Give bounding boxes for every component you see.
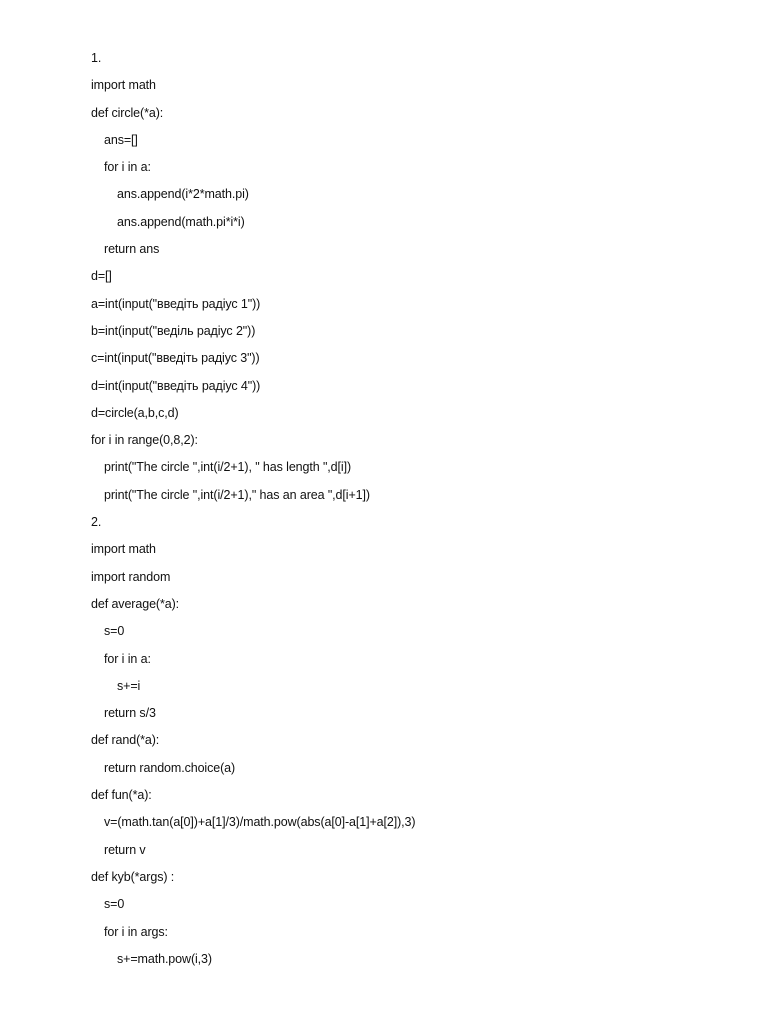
code-line: ans.append(i*2*math.pi)	[117, 187, 249, 202]
code-line: import random	[91, 569, 171, 584]
code-line: import math	[91, 542, 156, 557]
code-line: s+=i	[117, 678, 141, 693]
code-line: for i in a:	[104, 651, 151, 666]
code-line: print("The circle ",int(i/2+1), " has length ",d[i])	[104, 460, 352, 475]
code-line: v=(math.tan(a[0])+a[1]/3)/math.pow(abs(a[0]-a[1]+a[2]),3)	[104, 815, 416, 830]
code-line: s+=math.pow(i,3)	[117, 951, 212, 966]
code-line: b=int(input("веділь радіус 2"))	[91, 323, 256, 338]
code-listing	[91, 45, 741, 973]
code-line: return s/3	[104, 706, 156, 721]
code-line: s=0	[104, 897, 125, 912]
code-line: ans.append(math.pi*i*i)	[117, 214, 245, 229]
code-line: def fun(*a):	[91, 788, 152, 803]
code-line: def circle(*a):	[91, 105, 164, 120]
code-line: return ans	[104, 242, 160, 257]
code-line: print("The circle ",int(i/2+1)," has an area ",d[i+1])	[104, 487, 370, 502]
code-line: ans=[]	[104, 132, 138, 147]
code-line: 1.	[91, 51, 102, 65]
code-line: return random.choice(a)	[104, 760, 236, 775]
code-line: d=int(input("введіть радіус 4"))	[91, 378, 261, 393]
code-line: d=circle(a,b,c,d)	[91, 405, 179, 420]
code-line: c=int(input("введіть радіус 3"))	[91, 351, 260, 366]
code-line: for i in a:	[104, 160, 151, 175]
code-line: def kyb(*args) :	[91, 869, 175, 884]
code-line: import math	[91, 78, 156, 93]
code-line: def rand(*a):	[91, 733, 160, 748]
code-line: def average(*a):	[91, 596, 180, 611]
code-line: for i in range(0,8,2):	[91, 433, 198, 448]
code-line: d=[]	[91, 269, 112, 284]
code-line: for i in args:	[104, 924, 168, 939]
code-line: return v	[104, 842, 146, 857]
code-line: a=int(input("введіть радіус 1"))	[91, 296, 261, 311]
code-line: s=0	[104, 624, 125, 639]
code-line: 2.	[91, 515, 102, 530]
